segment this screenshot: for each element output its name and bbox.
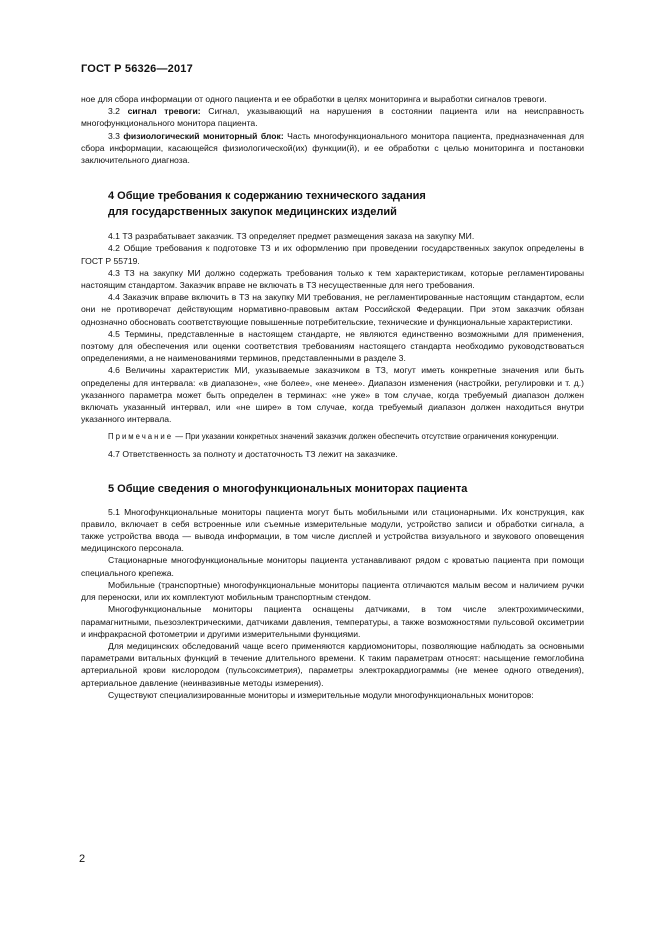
term-name: сигнал тревоги: [127,106,201,117]
section-5-heading: 5 Общие сведения о многофункциональных мониторах пациента [108,482,468,495]
clause-4-3: 4.3 ТЗ на закупку МИ должно содержать требования только к тем характеристикам, которые регламентированы настоящим стандартом. Заказчик вправе не включать в ТЗ несущественные для него требования. [81,267,584,291]
paragraph-sensors: Многофункциональные мониторы пациента оснащены датчиками, в том числе электрохимическими, парамагнитными, пьезоэлектрическими, датчиками давления, температуры, а также возможностями пульсовой оксиметрии и инфракрасной фотометрии и другими измерительными функциями. [81,604,584,639]
clause-4-5: 4.5 Термины, представленные в настоящем стандарте, не являются единственно возможными для применения, поэтому для обеспечения или оценки соответствия требованиям настоящего стандарта необходимо руководствоваться определениями, а не наименованиями терминов, представленными в разделе 3. [81,328,584,364]
paragraph-specialized: Существуют специализированные мониторы и измерительные модули многофункциональных мониторов: [108,689,534,700]
note-label: Примечание [108,432,174,442]
note-text: — При указании конкретных значений заказчик должен обеспечить отсутствие ограничения конкуренции. [173,432,559,442]
clause-4-2: 4.2 Общие требования к подготовке ТЗ и их оформлению при проведении государственных закупок определены в ГОСТ Р 55719. [81,243,584,266]
clause-5-1: 5.1 Многофункциональные мониторы пациента могут быть мобильными или стационарными. Их конструкция, как правило, включает в себя встроенные или съемные измерительные модули, устройство записи и обработки сигнала, а также устройства ввода — вывода информации, в том числе дисплей и устройства визуального и звукового оповещения медицинского персонала. [81,506,584,554]
paragraph-cardiomonitors: Для медицинских обследований чаще всего применяются кардиомониторы, позволяющие наблюдать за основными параметрами витальных функций в течение длительного времени. К таким параметрам относят: насыщение гемоглобина артериальной крови кислородом (пульсоксиметрия), параметры электрокардиограммы (не менее одного отведения), артериальное давление (неинвазивные методы измерения). [81,640,584,688]
term-definition: Часть многофункционального монитора пациента, предназначенная для сбора информации, касающейся физиологической(их) функции(й), и ее обработки с целью мониторинга и постановки заключительного диагноза. [81,130,584,166]
clause-4-6: 4.6 Величины характеристик МИ, указываемые заказчиком в ТЗ, могут иметь конкретные значения или быть определены для интервала: «в диапазоне», «не более», «не менее». Диапазон изменения (настройки, регулировки и т. д.) указанного параметра может быть определен в терминах: «не уже» в том случае, когда требуемый диапазон должен включать указанный интервал, или «не шире» в том случае, когда требуемый диапазон должен находиться внутри указанного интервала. [81,365,584,425]
term-3-2 [81,105,584,129]
term-3-3 [81,130,584,167]
heading-line: 4 Общие требования к содержанию технического задания [108,190,426,203]
paragraph-stationary: Стационарные многофункциональные мониторы пациента устанавливают рядом с кроватью пациента при помощи специального крепежа. [81,555,584,578]
paragraph-3-1-continuation: ное для сбора информации от одного пациента и ее обработки в целях мониторинга и выработки сигналов тревоги. [81,94,547,104]
term-definition: Сигнал, указывающий на нарушения в состоянии пациента или на неисправность многофункционального монитора пациента. [81,106,584,129]
heading-line: для государственных закупок медицинских изделий [108,206,397,219]
clause-4-1: 4.1 ТЗ разрабатывает заказчик. ТЗ определяет предмет размещения заказа на закупку МИ. [108,231,475,242]
term-number: 3.3 [108,130,120,141]
document-header: ГОСТ Р 56326—2017 [81,63,193,75]
clause-4-4: 4.4 Заказчик вправе включить в ТЗ на закупку МИ требования, не регламентированные настоящим стандартом, если они не противоречат действующим нормативно-правовым актам Российской Федерации. При этом заказчик обязан однозначно обосновать соответствующие повышенные потребительские, технические и функциональные характеристики. [81,292,584,327]
section-4-heading [81,188,584,220]
term-number: 3.2 [108,106,120,117]
paragraph-mobile: Мобильные (транспортные) многофункциональные мониторы пациента отличаются малым весом и наличием ручки для переноски, или их комплектуют мобильным транспортным стендом. [81,579,584,603]
page-body [81,93,584,701]
clause-4-7: 4.7 Ответственность за полноту и достаточность ТЗ лежит на заказчике. [108,449,398,460]
note [81,431,584,442]
page-number: 2 [79,853,86,865]
term-name: физиологический мониторный блок: [123,130,284,141]
